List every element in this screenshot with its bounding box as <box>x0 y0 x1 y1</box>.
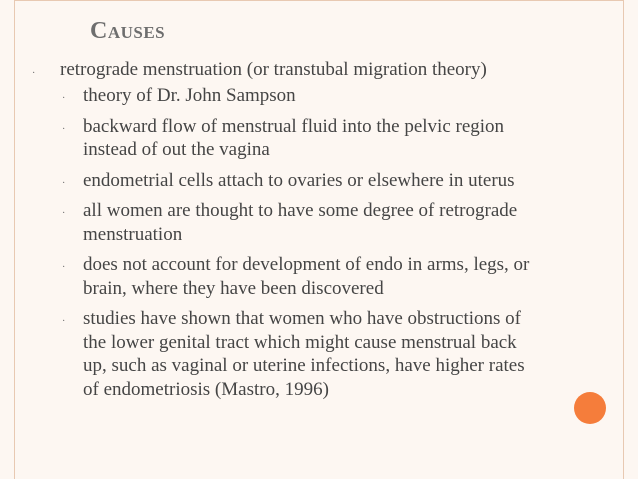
slide-border-right <box>623 0 624 479</box>
sub-bullet-text: endometrial cells attach to ovaries or elsewhere in uterus <box>83 169 515 191</box>
sub-bullet-item <box>62 169 532 193</box>
main-bullet-text: retrograde menstruation (or transtubal migration theory) <box>60 59 487 80</box>
sub-bullet-text: all women are thought to have some degree of retrograde menstruation <box>83 200 518 245</box>
sub-bullet-item <box>62 84 532 108</box>
bullet-marker: · <box>62 177 66 189</box>
sub-bullet-item <box>62 115 532 162</box>
main-bullet <box>32 58 600 81</box>
orange-circle-decoration <box>574 392 606 424</box>
slide-border-left <box>14 0 15 479</box>
sub-bullet-text: studies have shown that women who have obstructions of the lower genital tract which might cause menstrual back up, such as vaginal or uterine infections, have higher rates of endometriosis (Mastro, 1996) <box>83 308 525 400</box>
sub-bullet-list <box>62 84 532 408</box>
sub-bullet-item <box>62 199 532 246</box>
bullet-marker: · <box>62 316 66 327</box>
slide-title: Causes <box>90 18 166 44</box>
bullet-marker: · <box>62 123 66 135</box>
sub-bullet-item <box>62 253 532 300</box>
sub-bullet-text: does not account for development of endo in arms, legs, or brain, where they have been discovered <box>83 254 530 299</box>
sub-bullet-text: backward flow of menstrual fluid into the pelvic region instead of out the vagina <box>83 115 505 160</box>
bullet-marker: · <box>62 262 66 273</box>
bullet-marker: · <box>62 93 66 104</box>
bullet-marker: · <box>32 68 36 79</box>
sub-bullet-item <box>62 307 532 401</box>
sub-bullet-text: theory of Dr. John Sampson <box>83 85 296 106</box>
bullet-marker: · <box>62 208 66 219</box>
slide-border-top <box>14 0 624 1</box>
